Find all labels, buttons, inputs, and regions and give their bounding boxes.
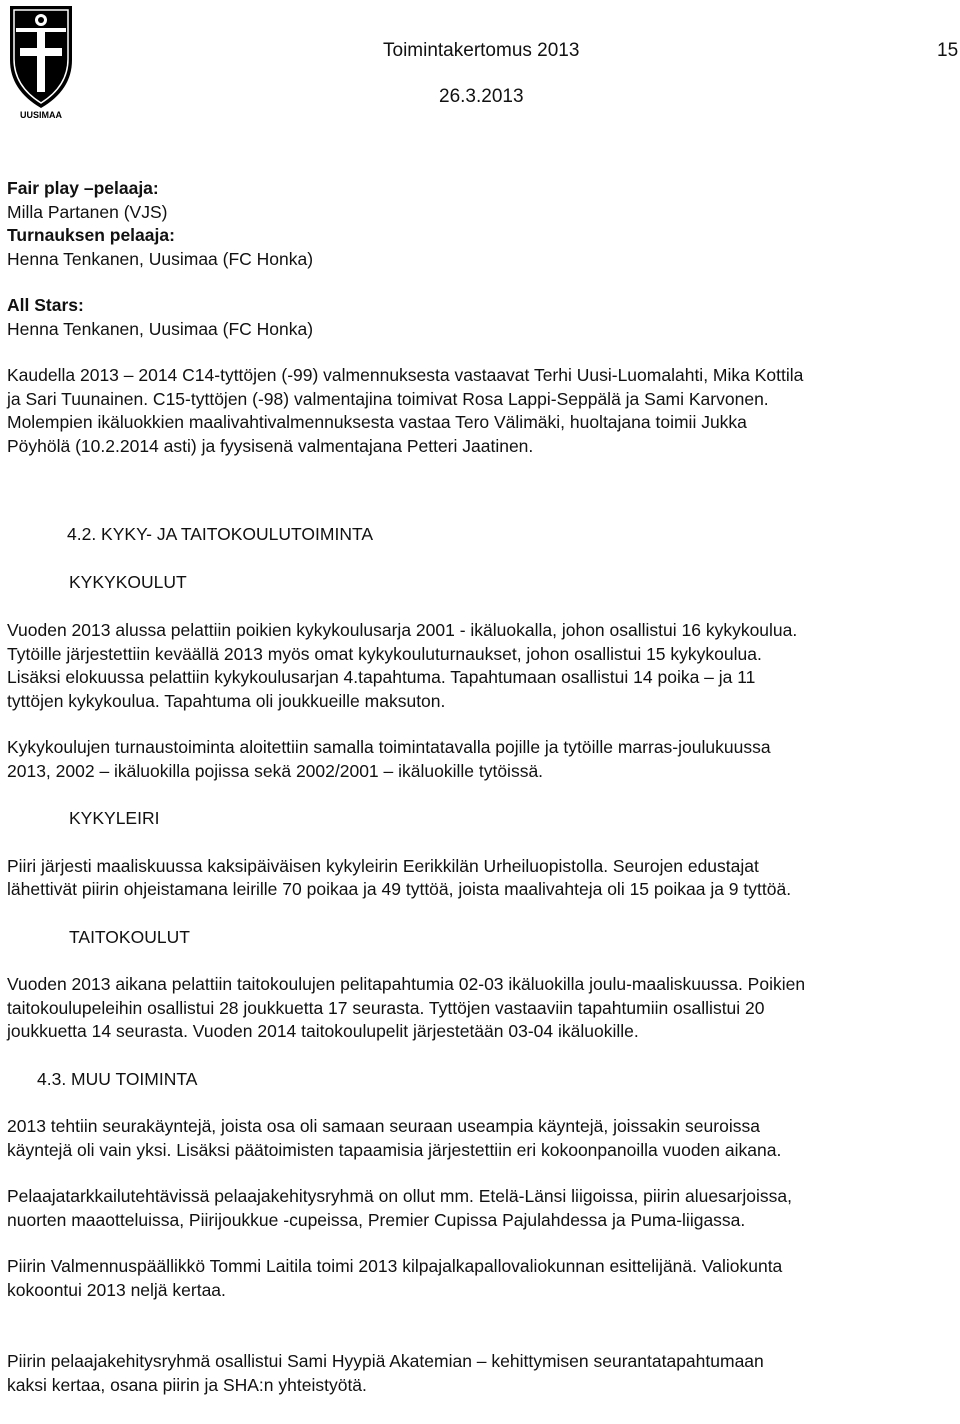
paragraph-line: Piirin Valmennuspäällikkö Tommi Laitila toimi 2013 kilpajalkapallovaliokunnan esittelijänä. Valiokunta bbox=[7, 1256, 783, 1276]
paragraph-line: tyttöjen kykykoulua. Tapahtuma oli joukkueille maksuton. bbox=[7, 690, 446, 711]
paragraph-line: Kykykoulujen turnaustoiminta aloitettiin samalla toimintatavalla pojille ja tytöille marras-joulukuussa bbox=[7, 737, 771, 757]
paragraph-line: joukkuetta 14 seurasta. Vuoden 2014 taitokoulupelit järjestetään 03-04 ikäluokille. bbox=[7, 1021, 639, 1041]
tournament-label: Turnauksen pelaaja: bbox=[7, 225, 175, 245]
paragraph-line: kokoontui 2013 neljä kertaa. bbox=[7, 1279, 226, 1300]
tournament-name: Henna Tenkanen, Uusimaa (FC Honka) bbox=[7, 248, 314, 269]
paragraph-line: Piiri järjesti maaliskuussa kaksipäiväisen kykyleirin Eerikkilän Urheiluopistolla. Seurojen edustajat bbox=[7, 855, 759, 876]
section-heading-4-3: 4.3. MUU TOIMINTA bbox=[37, 1068, 198, 1089]
paragraph-line: Tytöille järjestettiin keväällä 2013 myös omat kykykouluturnaukset, johon osallistui 15 kykykoulua. bbox=[7, 643, 762, 664]
paragraph-line: kaksi kertaa, osana piirin ja SHA:n yhteistyötä. bbox=[7, 1374, 367, 1395]
section-heading-4-2: 4.2. KYKY- JA TAITOKOULUTOIMINTA bbox=[67, 524, 374, 544]
document-date: 26.3.2013 bbox=[439, 86, 524, 107]
fairplay-label: Fair play –pelaaja: bbox=[7, 178, 159, 198]
allstars-name: Henna Tenkanen, Uusimaa (FC Honka) bbox=[7, 318, 314, 339]
subheading-kykyleiri: KYKYLEIRI bbox=[69, 808, 160, 828]
document-title: Toimintakertomus 2013 bbox=[383, 40, 580, 61]
paragraph-line: Vuoden 2013 alussa pelattiin poikien kykykoulusarja 2001 - ikäluokalla, johon osallistui 16 kykykoulua. bbox=[7, 620, 798, 640]
paragraph-line: taitokoulupeleihin osallistui 28 joukkuetta 17 seurasta. Tyttöjen vastaaviin tapahtumiin osallistui 20 bbox=[7, 997, 765, 1018]
paragraph-line: 2013, 2002 – ikäluokilla pojissa sekä 2002/2001 – ikäluokille tytöissä. bbox=[7, 760, 544, 781]
paragraph-line: Vuoden 2013 aikana pelattiin taitokoulujen pelitapahtumia 02-03 ikäluokilla joulu-maaliskuussa. Poikien bbox=[7, 974, 806, 994]
page-content bbox=[7, 177, 955, 1397]
paragraph-line: käyntejä oli vain yksi. Lisäksi päätoimisten tapaamisia järjestettiin eri kokoonpanoilla vuoden aikana. bbox=[7, 1139, 782, 1160]
paragraph-line: lähettivät piirin ohjeistamana leirille 70 poikaa ja 49 tyttöä, joista maalivahteja oli 15 poikaa ja 9 tyttöä. bbox=[7, 879, 792, 899]
page-number: 15 bbox=[937, 40, 959, 61]
coaching-line: Pöyhölä (10.2.2014 asti) ja fyysisenä valmentajana Petteri Jaatinen. bbox=[7, 435, 534, 456]
logo-text: UUSIMAA bbox=[20, 110, 62, 120]
coaching-line: Kaudella 2013 – 2014 C14-tyttöjen (-99) valmennuksesta vastaavat Terhi Uusi-Luomalahti, Mika Kottila bbox=[7, 365, 804, 385]
coaching-line: Molempien ikäluokkien maalivahtivalmennuksesta vastaa Tero Välimäki, huoltajana toimii Jukka bbox=[7, 412, 747, 432]
subheading-kykykoulut: KYKYKOULUT bbox=[69, 571, 187, 592]
allstars-label: All Stars: bbox=[7, 295, 84, 315]
shield-cross-icon bbox=[6, 4, 76, 122]
paragraph-line: Piirin pelaajakehitysryhmä osallistui Sami Hyypiä Akatemian – kehittymisen seurantatapahtumaan bbox=[7, 1351, 764, 1371]
paragraph-line: nuorten maaotteluissa, Piirijoukkue -cupeissa, Premier Cupissa Pajulahdessa ja Puma-liigassa. bbox=[7, 1209, 746, 1230]
fairplay-name: Milla Partanen (VJS) bbox=[7, 201, 168, 222]
paragraph-line: Lisäksi elokuussa pelattiin kykykoulusarjan 4.tapahtuma. Tapahtumaan osallistui 14 poika – ja 11 bbox=[7, 667, 756, 687]
paragraph-line: 2013 tehtiin seurakäyntejä, joista osa oli samaan seuraan useampia käyntejä, joissakin seuroissa bbox=[7, 1116, 760, 1136]
subheading-taitokoulut: TAITOKOULUT bbox=[69, 926, 190, 947]
paragraph-line: Pelaajatarkkailutehtävissä pelaajakehitysryhmä on ollut mm. Etelä-Länsi liigoissa, piirin aluesarjoissa, bbox=[7, 1186, 792, 1206]
suomen-palloliitto-uusimaa-logo bbox=[6, 4, 76, 122]
coaching-line: ja Sari Tuunainen. C15-tyttöjen (-98) valmentajina toimivat Rosa Lappi-Seppälä ja Sami Karvonen. bbox=[7, 388, 769, 409]
